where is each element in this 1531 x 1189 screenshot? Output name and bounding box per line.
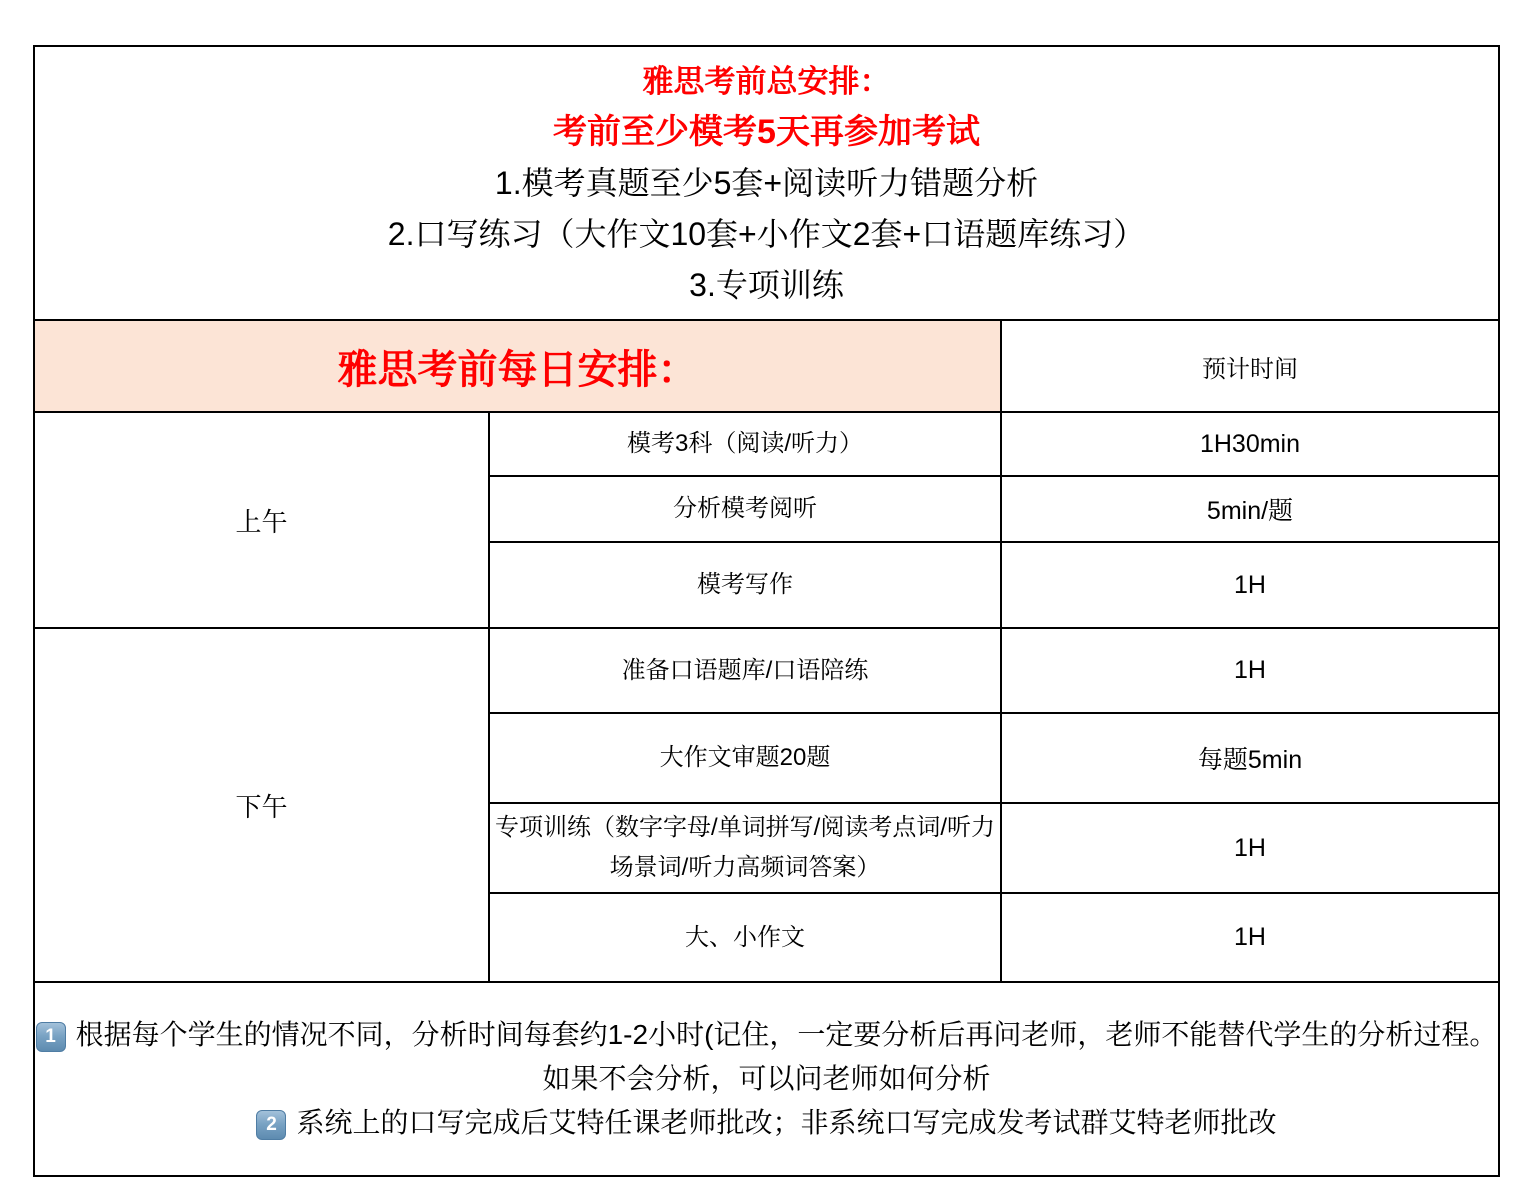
time-cell: 1H30min [1001, 412, 1499, 476]
task-cell: 模考3科（阅读/听力） [489, 412, 1001, 476]
period-cell-morning: 上午 [34, 412, 489, 628]
overview-row [34, 46, 1499, 320]
time-cell: 1H [1001, 542, 1499, 628]
task-cell: 模考写作 [489, 542, 1001, 628]
task-cell: 大、小作文 [489, 893, 1001, 982]
period-cell-afternoon: 下午 [34, 628, 489, 982]
keycap-2-icon: 2 [256, 1110, 286, 1140]
overview-item-1: 1.模考真题至少5套+阅读听力错题分析 [494, 164, 1039, 201]
note-2 [35, 1101, 1498, 1145]
overview-cell [34, 46, 1499, 320]
overview-item-3: 3.专项训练 [689, 266, 844, 303]
time-cell: 5min/题 [1001, 476, 1499, 542]
time-cell: 1H [1001, 803, 1499, 893]
schedule-sheet [33, 45, 1500, 1177]
notes-row [34, 982, 1499, 1176]
table-row-morning-1 [34, 412, 1499, 476]
notes-cell [34, 982, 1499, 1176]
note-1 [35, 1013, 1498, 1101]
daily-title-cell: 雅思考前每日安排： [34, 320, 1001, 412]
keycap-1-icon: 1 [36, 1022, 66, 1052]
overview-title: 雅思考前总安排： [642, 63, 891, 99]
task-cell: 分析模考阅听 [489, 476, 1001, 542]
task-cell: 大作文审题20题 [489, 713, 1001, 803]
task-cell: 专项训练（数字字母/单词拼写/阅读考点词/听力场景词/听力高频词答案） [489, 803, 1001, 893]
note-2-text: 系统上的口写完成后艾特任课老师批改；非系统口写完成发考试群艾特老师批改 [296, 1107, 1277, 1138]
time-header-cell: 预计时间 [1001, 320, 1499, 412]
table-row-afternoon-1 [34, 628, 1499, 713]
overview-item-2: 2.口写练习（大作文10套+小作文2套+口语题库练习） [387, 215, 1146, 252]
note-1-text: 根据每个学生的情况不同，分析时间每套约1-2小时(记住，一定要分析后再问老师，老师不能替代学生的分析过程。如果不会分析，可以问老师如何分析 [75, 1019, 1498, 1094]
time-cell: 1H [1001, 628, 1499, 713]
schedule-table [33, 45, 1500, 1177]
time-cell: 1H [1001, 893, 1499, 982]
task-cell: 准备口语题库/口语陪练 [489, 628, 1001, 713]
daily-header-row [34, 320, 1499, 412]
time-cell: 每题5min [1001, 713, 1499, 803]
overview-subtitle: 考前至少模考5天再参加考试 [553, 112, 980, 151]
